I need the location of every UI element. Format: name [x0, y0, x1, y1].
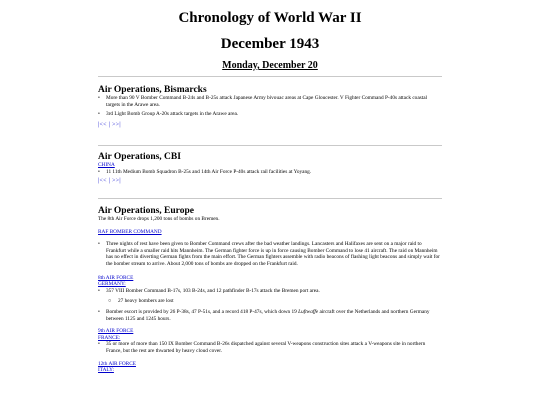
link-raf-bomber-command[interactable]: RAF BOMBER COMMAND	[98, 228, 162, 235]
list-item: • 35 or more of more than 150 IX Bomber Command B-26s dispatched against several V-weapons construction sites attack a V-weapons site in northern France, but the rest are thwarted by heavy cloud cover.	[98, 341, 426, 354]
link-9th-air-force[interactable]: 9th AIR FORCE	[98, 328, 134, 335]
section-title: Air Operations, CBI	[98, 152, 181, 162]
divider	[98, 198, 442, 199]
divider	[98, 145, 442, 146]
list-item: • 3rd Light Bomb Group A-20s attack targets in the Arawe area.	[98, 111, 239, 118]
section-title: Air Operations, Europe	[98, 206, 194, 216]
nav-links[interactable]: |<< | >>|	[98, 178, 121, 185]
list-item: • 11 11th Medium Bomb Squadron B-25s and 14th Air Force P-40s attack rail facilities at Yoyang.	[98, 168, 312, 175]
list-item: • Three nights of rest have been given to Bomber Command crews after the bad weather landings. Lancasters and Halifaxes are sent on a major raid to Frankfurt while a smaller raid hits Mannheim. The German fighter force is up in force causing Bomber Command to lose 41 aircraft. The raid on Mannheim has no effect in diverting German fights from the main effort. The German fighters assemble with radio beacons of flashing light beacons and simply wait for the bomber stream to arrive. About 2,000 tons of bombs are dropped on the Frankfurt raid.	[98, 241, 440, 267]
list-item: • Bomber escort is provided by 26 P-38s, 47 P-51s, and a record 418 P-47s, which down 19 Luftwaffe aircraft over the Netherlands and northern Germany between 1125 and 1245 hours.	[98, 308, 430, 322]
section-europe	[98, 206, 442, 374]
link-italy[interactable]: ITALY:	[98, 367, 114, 374]
divider	[98, 76, 442, 77]
section-cbi	[98, 152, 442, 184]
nav-links[interactable]: |<< | >>|	[98, 121, 121, 128]
sub-list-item: ○ 27 heavy bombers are lost	[108, 298, 174, 305]
section-intro: The 8th Air Force drops 1,200 tons of bombs on Bremen.	[98, 216, 220, 222]
page-title: Chronology of World War II	[178, 10, 362, 26]
link-france[interactable]: FRANCE:	[98, 334, 121, 341]
link-germany[interactable]: GERMANY:	[98, 281, 126, 288]
page-subtitle: December 1943	[220, 36, 320, 52]
link-8th-air-force[interactable]: 8th AIR FORCE	[98, 274, 134, 281]
date-heading: Monday, December 20	[222, 60, 318, 71]
link-12th-air-force[interactable]: 12th AIR FORCE	[98, 360, 136, 367]
list-item: • 357 VIII Bomber Command B-17s, 103 B-24s, and 12 pathfinder B-17s attack the Bremen port area.	[98, 287, 320, 294]
section-title: Air Operations, Bismarcks	[98, 85, 207, 95]
link-china[interactable]: CHINA	[98, 162, 115, 168]
list-item: • More than 90 V Bomber Command B-24s and B-25s attack Japanese Army bivouac areas at Cape Gloucester. V Fighter Command P-40s attack coastal targets in the Arawe area.	[98, 95, 428, 108]
section-bismarcks	[98, 85, 442, 128]
